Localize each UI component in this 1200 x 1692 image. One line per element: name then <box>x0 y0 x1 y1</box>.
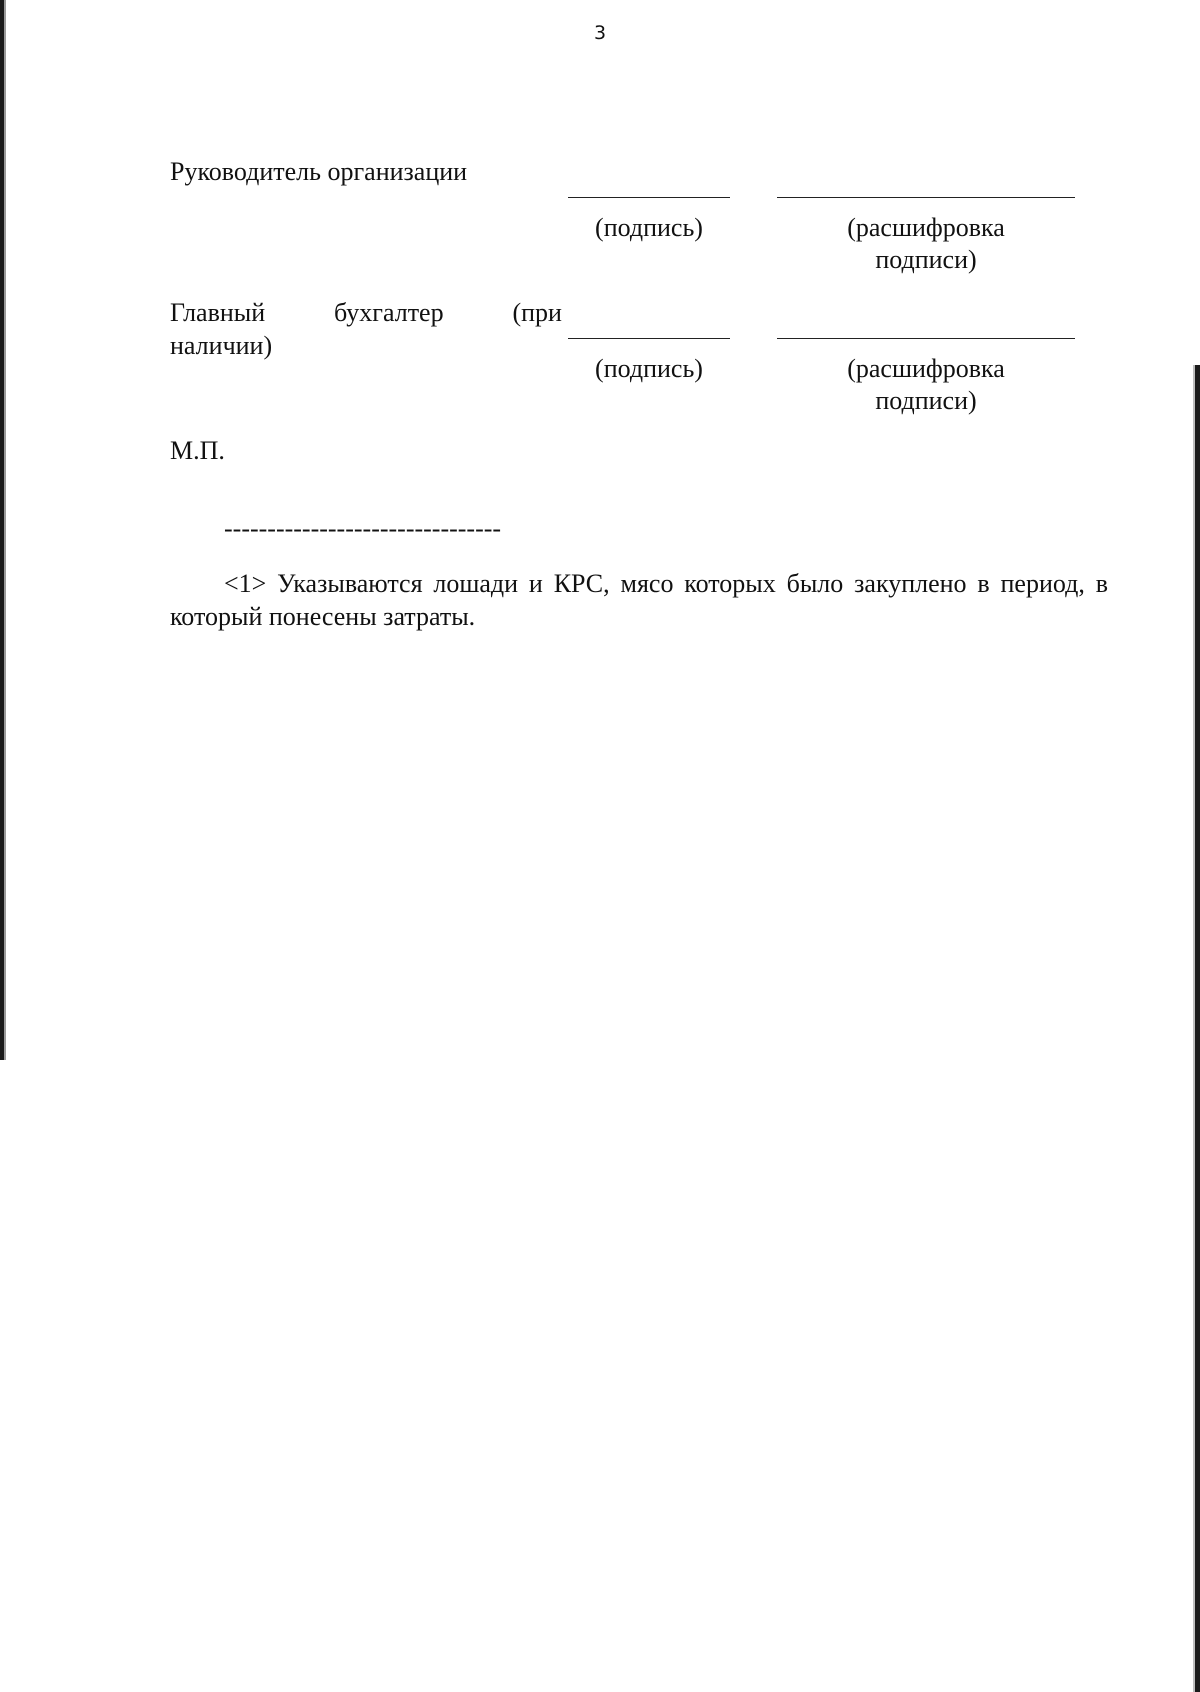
accountant-label-line1 <box>170 297 562 328</box>
head-signature-line <box>568 197 730 198</box>
accountant-decoding-caption-line2: подписи) <box>875 386 977 415</box>
scan-edge-left-shadow <box>4 0 6 1060</box>
accountant-label-word3: (при <box>512 298 562 327</box>
accountant-signature-caption: (подпись) <box>595 354 703 383</box>
scan-edge-right-shadow <box>1193 365 1195 1692</box>
accountant-label-word2: бухгалтер <box>334 298 444 327</box>
head-signature-caption: (подпись) <box>595 213 703 242</box>
head-decoding-caption-line2: подписи) <box>875 245 977 274</box>
scan-edge-right <box>1195 365 1200 1692</box>
footnote-separator: -------------------------------- <box>224 514 502 543</box>
accountant-signature-line <box>568 338 730 339</box>
stamp-place-label: М.П. <box>170 436 225 465</box>
head-decoding-line <box>777 197 1075 198</box>
head-decoding-caption-line1: (расшифровка <box>847 213 1005 242</box>
page-number: 3 <box>593 22 607 44</box>
footnote-1: <1> Указываются лошади и КРС, мясо которых было закуплено в период, в который понесены затраты. <box>170 569 1108 631</box>
accountant-label-line2: наличии) <box>170 331 273 360</box>
accountant-decoding-line <box>777 338 1075 339</box>
accountant-label-word1: Главный <box>170 298 266 327</box>
accountant-decoding-caption-line1: (расшифровка <box>847 354 1005 383</box>
head-label: Руководитель организации <box>170 157 468 186</box>
